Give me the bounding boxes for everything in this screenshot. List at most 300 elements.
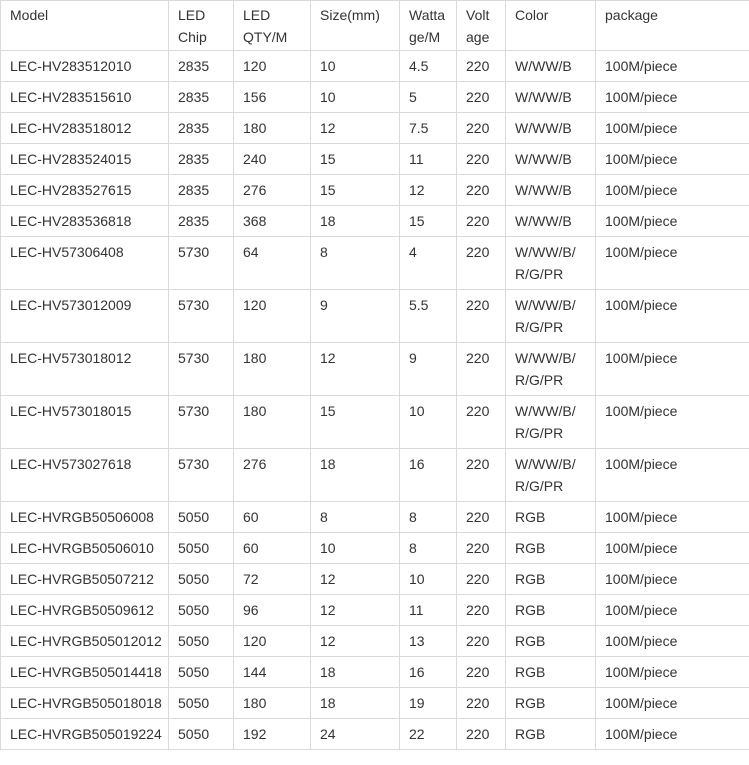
cell-led-chip	[169, 449, 234, 502]
cell-led-qty	[234, 657, 311, 688]
header-cell-package	[596, 1, 749, 51]
table-body	[1, 1, 749, 750]
cell-text-voltage: 220	[466, 151, 490, 167]
cell-size	[311, 206, 400, 237]
cell-text-led-chip: 5730	[178, 403, 210, 419]
cell-package	[596, 502, 749, 533]
header-cell-size	[311, 1, 400, 51]
cell-text-led-chip: 5050	[178, 509, 210, 525]
cell-text-package: 100M/piece	[605, 89, 678, 105]
cell-color	[506, 51, 596, 82]
cell-text-wattage: 11	[409, 151, 424, 167]
cell-text-led-chip: 2835	[178, 89, 210, 105]
cell-size	[311, 144, 400, 175]
cell-voltage	[457, 626, 506, 657]
cell-led-chip	[169, 290, 234, 343]
cell-text-led-chip: 2835	[178, 182, 210, 198]
cell-text-package: 100M/piece	[605, 602, 678, 618]
cell-model	[1, 533, 169, 564]
cell-text-color: W/WW/B/	[515, 403, 576, 419]
cell-model	[1, 396, 169, 449]
cell-text-size: 8	[320, 509, 328, 525]
cell-model	[1, 113, 169, 144]
header-text-size: Size(mm)	[320, 7, 380, 23]
cell-text-led-qty: 120	[243, 633, 267, 649]
cell-text-package: 100M/piece	[605, 509, 678, 525]
cell-text-led-qty: 240	[243, 151, 267, 167]
cell-size	[311, 290, 400, 343]
cell-text-voltage: 220	[466, 726, 490, 742]
cell-text-color: R/G/PR	[515, 265, 564, 282]
cell-text-wattage: 15	[409, 213, 425, 229]
cell-text-led-chip: 5050	[178, 695, 210, 711]
cell-voltage	[457, 237, 506, 290]
cell-text-package: 100M/piece	[605, 571, 678, 587]
cell-text-wattage: 13	[409, 633, 425, 649]
header-text-voltage: Volt	[466, 7, 490, 23]
cell-text-wattage: 7.5	[409, 120, 429, 136]
cell-led-qty	[234, 502, 311, 533]
cell-text-led-qty: 60	[243, 509, 259, 525]
cell-wattage	[400, 502, 457, 533]
cell-voltage	[457, 290, 506, 343]
cell-text-led-qty: 72	[243, 571, 259, 587]
cell-text-voltage: 220	[466, 403, 490, 419]
cell-text-led-qty: 192	[243, 726, 267, 742]
cell-text-color: R/G/PR	[515, 424, 564, 441]
cell-text-model: LEC-HV573018012	[10, 350, 132, 366]
cell-voltage	[457, 206, 506, 237]
cell-model	[1, 144, 169, 175]
cell-wattage	[400, 237, 457, 290]
cell-text-voltage: 220	[466, 695, 490, 711]
cell-led-qty	[234, 175, 311, 206]
cell-color	[506, 626, 596, 657]
cell-text-wattage: 12	[409, 182, 425, 198]
table-row	[1, 626, 749, 657]
cell-text-package: 100M/piece	[605, 403, 678, 419]
table-row	[1, 657, 749, 688]
cell-size	[311, 113, 400, 144]
cell-model	[1, 595, 169, 626]
cell-led-chip	[169, 626, 234, 657]
header-cell-voltage	[457, 1, 506, 51]
header-text-package: package	[605, 7, 658, 23]
cell-text-package: 100M/piece	[605, 633, 678, 649]
cell-model	[1, 82, 169, 113]
cell-text-model: LEC-HVRGB50507212	[10, 571, 154, 587]
cell-size	[311, 449, 400, 502]
cell-led-qty	[234, 144, 311, 175]
cell-text-size: 15	[320, 182, 336, 198]
cell-led-chip	[169, 719, 234, 750]
cell-led-chip	[169, 237, 234, 290]
cell-led-chip	[169, 595, 234, 626]
cell-package	[596, 237, 749, 290]
table-row	[1, 144, 749, 175]
cell-text-package: 100M/piece	[605, 213, 678, 229]
table-row	[1, 449, 749, 502]
cell-color	[506, 290, 596, 343]
cell-led-chip	[169, 175, 234, 206]
cell-package	[596, 564, 749, 595]
cell-model	[1, 237, 169, 290]
cell-text-color: RGB	[515, 540, 546, 556]
cell-package	[596, 533, 749, 564]
cell-text-color: RGB	[515, 571, 546, 587]
cell-text-color: W/WW/B	[515, 151, 572, 167]
header-cell-model	[1, 1, 169, 51]
cell-wattage	[400, 396, 457, 449]
cell-wattage	[400, 688, 457, 719]
cell-led-chip	[169, 533, 234, 564]
cell-text-wattage: 11	[409, 602, 424, 618]
cell-color	[506, 719, 596, 750]
header-text-voltage: age	[466, 28, 490, 45]
cell-size	[311, 595, 400, 626]
cell-text-led-qty: 156	[243, 89, 267, 105]
cell-wattage	[400, 564, 457, 595]
cell-size	[311, 343, 400, 396]
cell-text-led-qty: 60	[243, 540, 259, 556]
table-row	[1, 533, 749, 564]
cell-text-led-qty: 64	[243, 244, 259, 260]
cell-text-color: W/WW/B	[515, 182, 572, 198]
cell-color	[506, 206, 596, 237]
cell-package	[596, 719, 749, 750]
cell-text-model: LEC-HVRGB505019224	[10, 726, 162, 742]
table-row	[1, 82, 749, 113]
cell-wattage	[400, 144, 457, 175]
cell-text-color: RGB	[515, 509, 546, 525]
cell-text-size: 15	[320, 151, 336, 167]
cell-color	[506, 396, 596, 449]
cell-text-led-qty: 180	[243, 350, 267, 366]
cell-text-wattage: 5.5	[409, 297, 429, 313]
cell-package	[596, 688, 749, 719]
cell-voltage	[457, 688, 506, 719]
cell-led-qty	[234, 719, 311, 750]
cell-model	[1, 564, 169, 595]
header-text-led-qty: LED	[243, 7, 271, 23]
cell-size	[311, 51, 400, 82]
cell-package	[596, 51, 749, 82]
cell-text-led-chip: 5730	[178, 350, 210, 366]
cell-led-chip	[169, 396, 234, 449]
cell-led-qty	[234, 113, 311, 144]
cell-text-led-qty: 180	[243, 120, 267, 136]
cell-wattage	[400, 626, 457, 657]
cell-size	[311, 82, 400, 113]
cell-voltage	[457, 657, 506, 688]
cell-size	[311, 396, 400, 449]
cell-package	[596, 657, 749, 688]
cell-model	[1, 51, 169, 82]
cell-text-size: 15	[320, 403, 336, 419]
cell-size	[311, 175, 400, 206]
cell-text-size: 24	[320, 726, 336, 742]
cell-text-voltage: 220	[466, 58, 490, 74]
table-row	[1, 175, 749, 206]
table-row	[1, 719, 749, 750]
cell-color	[506, 502, 596, 533]
cell-package	[596, 595, 749, 626]
cell-led-qty	[234, 688, 311, 719]
cell-text-color: W/WW/B/	[515, 456, 576, 472]
cell-led-chip	[169, 688, 234, 719]
table-row	[1, 206, 749, 237]
cell-text-voltage: 220	[466, 540, 490, 556]
cell-voltage	[457, 719, 506, 750]
cell-text-color: RGB	[515, 664, 546, 680]
cell-wattage	[400, 343, 457, 396]
cell-text-model: LEC-HV283536818	[10, 213, 132, 229]
cell-model	[1, 290, 169, 343]
cell-package	[596, 396, 749, 449]
cell-text-size: 12	[320, 633, 336, 649]
cell-text-model: LEC-HVRGB50506008	[10, 509, 154, 525]
cell-voltage	[457, 502, 506, 533]
cell-led-qty	[234, 564, 311, 595]
cell-led-qty	[234, 396, 311, 449]
cell-text-package: 100M/piece	[605, 182, 678, 198]
cell-text-color: W/WW/B	[515, 120, 572, 136]
table-header-row	[1, 1, 749, 51]
cell-led-qty	[234, 51, 311, 82]
cell-text-package: 100M/piece	[605, 350, 678, 366]
cell-model	[1, 343, 169, 396]
cell-package	[596, 144, 749, 175]
cell-text-model: LEC-HV283524015	[10, 151, 132, 167]
cell-wattage	[400, 449, 457, 502]
cell-wattage	[400, 206, 457, 237]
cell-color	[506, 237, 596, 290]
cell-text-wattage: 16	[409, 456, 425, 472]
cell-text-package: 100M/piece	[605, 58, 678, 74]
cell-voltage	[457, 595, 506, 626]
cell-text-voltage: 220	[466, 456, 490, 472]
cell-text-size: 9	[320, 297, 328, 313]
cell-text-led-qty: 368	[243, 213, 267, 229]
cell-wattage	[400, 82, 457, 113]
table-row	[1, 343, 749, 396]
cell-text-package: 100M/piece	[605, 120, 678, 136]
cell-led-qty	[234, 533, 311, 564]
cell-text-model: LEC-HV57306408	[10, 244, 124, 260]
cell-text-color: W/WW/B	[515, 213, 572, 229]
cell-text-voltage: 220	[466, 633, 490, 649]
cell-led-qty	[234, 237, 311, 290]
cell-wattage	[400, 175, 457, 206]
cell-text-package: 100M/piece	[605, 151, 678, 167]
cell-wattage	[400, 595, 457, 626]
cell-text-color: W/WW/B/	[515, 350, 576, 366]
cell-text-led-chip: 5050	[178, 726, 210, 742]
cell-wattage	[400, 290, 457, 343]
cell-text-led-chip: 5730	[178, 244, 210, 260]
cell-text-led-chip: 5730	[178, 297, 210, 313]
cell-voltage	[457, 51, 506, 82]
cell-text-color: W/WW/B	[515, 58, 572, 74]
cell-wattage	[400, 533, 457, 564]
cell-color	[506, 343, 596, 396]
table-row	[1, 564, 749, 595]
cell-text-wattage: 16	[409, 664, 425, 680]
cell-text-led-qty: 276	[243, 456, 267, 472]
cell-text-package: 100M/piece	[605, 244, 678, 260]
cell-voltage	[457, 564, 506, 595]
cell-text-model: LEC-HVRGB505012012	[10, 633, 162, 649]
cell-text-size: 10	[320, 89, 336, 105]
cell-text-size: 12	[320, 602, 336, 618]
cell-text-color: RGB	[515, 726, 546, 742]
cell-text-color: R/G/PR	[515, 318, 564, 335]
cell-package	[596, 206, 749, 237]
cell-text-model: LEC-HVRGB50506010	[10, 540, 154, 556]
cell-package	[596, 449, 749, 502]
cell-text-color: W/WW/B/	[515, 297, 576, 313]
cell-text-size: 10	[320, 58, 336, 74]
cell-wattage	[400, 657, 457, 688]
cell-text-wattage: 5	[409, 89, 417, 105]
cell-led-chip	[169, 82, 234, 113]
cell-led-chip	[169, 144, 234, 175]
cell-led-chip	[169, 657, 234, 688]
cell-text-voltage: 220	[466, 509, 490, 525]
cell-model	[1, 626, 169, 657]
cell-text-led-qty: 180	[243, 695, 267, 711]
cell-color	[506, 564, 596, 595]
cell-wattage	[400, 719, 457, 750]
cell-led-qty	[234, 82, 311, 113]
cell-text-voltage: 220	[466, 602, 490, 618]
cell-text-led-chip: 5050	[178, 664, 210, 680]
cell-voltage	[457, 343, 506, 396]
cell-text-color: RGB	[515, 633, 546, 649]
cell-text-size: 10	[320, 540, 336, 556]
cell-text-led-qty: 96	[243, 602, 259, 618]
cell-text-color: RGB	[515, 602, 546, 618]
cell-led-qty	[234, 626, 311, 657]
table-row	[1, 688, 749, 719]
cell-text-size: 12	[320, 571, 336, 587]
cell-led-chip	[169, 113, 234, 144]
cell-text-size: 18	[320, 213, 336, 229]
cell-color	[506, 657, 596, 688]
cell-text-led-chip: 2835	[178, 120, 210, 136]
cell-text-model: LEC-HV283527615	[10, 182, 132, 198]
cell-model	[1, 657, 169, 688]
cell-text-package: 100M/piece	[605, 695, 678, 711]
header-text-led-chip: LED	[178, 7, 206, 23]
cell-text-led-chip: 5730	[178, 456, 210, 472]
cell-text-led-qty: 180	[243, 403, 267, 419]
cell-led-chip	[169, 51, 234, 82]
cell-led-qty	[234, 343, 311, 396]
cell-text-model: LEC-HV283512010	[10, 58, 132, 74]
cell-color	[506, 175, 596, 206]
cell-text-package: 100M/piece	[605, 456, 678, 472]
cell-wattage	[400, 51, 457, 82]
cell-voltage	[457, 82, 506, 113]
cell-size	[311, 502, 400, 533]
cell-text-model: LEC-HV573027618	[10, 456, 132, 472]
cell-text-model: LEC-HV573012009	[10, 297, 132, 313]
cell-size	[311, 564, 400, 595]
cell-text-led-qty: 120	[243, 297, 267, 313]
cell-text-package: 100M/piece	[605, 540, 678, 556]
table-row	[1, 113, 749, 144]
cell-text-model: LEC-HV573018015	[10, 403, 132, 419]
cell-text-size: 12	[320, 120, 336, 136]
cell-led-qty	[234, 449, 311, 502]
cell-model	[1, 449, 169, 502]
cell-color	[506, 113, 596, 144]
cell-text-color: W/WW/B	[515, 89, 572, 105]
cell-text-wattage: 4	[409, 244, 417, 260]
table-row	[1, 51, 749, 82]
cell-text-voltage: 220	[466, 571, 490, 587]
cell-color	[506, 595, 596, 626]
table-row	[1, 290, 749, 343]
cell-package	[596, 290, 749, 343]
cell-color	[506, 533, 596, 564]
cell-text-model: LEC-HVRGB50509612	[10, 602, 154, 618]
cell-color	[506, 82, 596, 113]
cell-text-wattage: 4.5	[409, 58, 429, 74]
header-text-led-chip: Chip	[178, 28, 207, 45]
cell-text-model: LEC-HVRGB505014418	[10, 664, 162, 680]
cell-package	[596, 626, 749, 657]
cell-text-voltage: 220	[466, 120, 490, 136]
cell-text-wattage: 9	[409, 350, 417, 366]
cell-text-wattage: 8	[409, 540, 417, 556]
cell-model	[1, 688, 169, 719]
cell-text-led-chip: 2835	[178, 213, 210, 229]
cell-led-chip	[169, 206, 234, 237]
cell-size	[311, 626, 400, 657]
cell-text-size: 18	[320, 456, 336, 472]
cell-text-size: 18	[320, 695, 336, 711]
cell-size	[311, 719, 400, 750]
cell-text-led-chip: 5050	[178, 540, 210, 556]
header-text-color: Color	[515, 7, 549, 23]
cell-text-led-chip: 2835	[178, 58, 210, 74]
cell-voltage	[457, 449, 506, 502]
table-row	[1, 237, 749, 290]
cell-text-size: 18	[320, 664, 336, 680]
cell-text-voltage: 220	[466, 244, 490, 260]
cell-text-voltage: 220	[466, 213, 490, 229]
cell-text-color: R/G/PR	[515, 371, 564, 388]
cell-text-wattage: 8	[409, 509, 417, 525]
cell-color	[506, 449, 596, 502]
cell-package	[596, 343, 749, 396]
cell-size	[311, 533, 400, 564]
cell-text-wattage: 10	[409, 403, 425, 419]
cell-voltage	[457, 113, 506, 144]
cell-size	[311, 657, 400, 688]
cell-size	[311, 688, 400, 719]
cell-led-chip	[169, 564, 234, 595]
cell-text-model: LEC-HV283518012	[10, 120, 132, 136]
cell-text-voltage: 220	[466, 350, 490, 366]
header-text-wattage: ge/M	[409, 28, 441, 45]
cell-text-voltage: 220	[466, 297, 490, 313]
header-text-led-qty: QTY/M	[243, 28, 288, 45]
cell-text-led-chip: 2835	[178, 151, 210, 167]
header-text-wattage: Watta	[409, 7, 446, 23]
